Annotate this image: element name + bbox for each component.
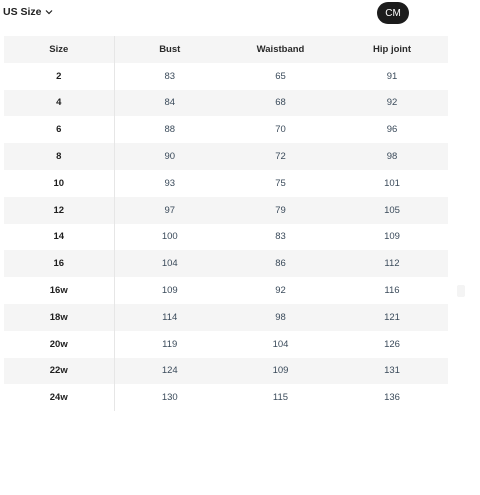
cell-bust: 88 (164, 124, 176, 136)
cell-hip-joint: 105 (384, 204, 400, 216)
cell-waistband: 83 (275, 231, 286, 243)
unit-toggle-label: CM (385, 7, 401, 19)
cell-bust: 84 (164, 97, 176, 109)
cell-waistband: 92 (275, 285, 286, 297)
cell-hip-joint: 98 (386, 151, 398, 163)
table-row (4, 116, 448, 143)
cell-waistband: 115 (272, 392, 289, 404)
size-system-label: US Size (3, 6, 42, 18)
column-header-size: Size (4, 36, 114, 63)
cell-waistband: 98 (275, 311, 286, 323)
cell-hip-joint: 116 (384, 285, 400, 297)
cell-hip-joint: 112 (384, 258, 400, 270)
cell-bust: 114 (162, 311, 178, 323)
table-row (4, 384, 448, 411)
size-system-dropdown[interactable] (3, 6, 53, 18)
size-table (4, 36, 448, 411)
table-row (4, 358, 448, 385)
column-header-bust: Bust (159, 43, 181, 55)
cell-size: 18w (4, 304, 114, 331)
cell-waistband: 65 (275, 70, 286, 82)
table-row (4, 197, 448, 224)
cell-waistband: 104 (272, 338, 289, 350)
cell-waistband: 79 (275, 204, 286, 216)
cell-size: 8 (4, 143, 114, 170)
table-row (4, 224, 448, 251)
cell-bust: 130 (161, 392, 178, 404)
cell-bust: 119 (162, 338, 178, 350)
cell-hip-joint: 136 (384, 392, 400, 404)
cell-size: 16 (4, 250, 114, 277)
cell-hip-joint: 109 (384, 231, 400, 243)
cell-bust: 100 (161, 231, 178, 243)
cell-size: 6 (4, 116, 114, 143)
cell-size: 20w (4, 331, 114, 358)
cell-size: 12 (4, 197, 114, 224)
cell-bust: 83 (164, 70, 176, 82)
chevron-down-icon (45, 9, 53, 15)
column-header-waistband: Waistband (256, 43, 305, 55)
cell-waistband: 86 (275, 258, 286, 270)
unit-toggle-cm[interactable] (377, 2, 409, 24)
cell-size: 4 (4, 90, 114, 117)
table-row (4, 331, 448, 358)
cell-hip-joint: 96 (386, 124, 398, 136)
cell-hip-joint: 126 (384, 338, 400, 350)
cell-bust: 97 (164, 204, 176, 216)
table-row (4, 277, 448, 304)
cell-waistband: 68 (275, 97, 286, 109)
table-header-row (4, 36, 448, 63)
cell-waistband: 72 (275, 151, 286, 163)
cell-hip-joint: 131 (384, 365, 400, 377)
scroll-edge-marker (457, 285, 465, 297)
cell-size: 2 (4, 63, 114, 90)
cell-waistband: 75 (275, 177, 286, 189)
column-header-hip-joint: Hip joint (373, 43, 411, 55)
table-body (4, 63, 448, 411)
table-row (4, 143, 448, 170)
table-row (4, 90, 448, 117)
cell-size: 10 (4, 170, 114, 197)
cell-bust: 93 (164, 177, 176, 189)
cell-bust: 90 (164, 151, 176, 163)
cell-bust: 104 (161, 258, 178, 270)
size-chart-toolbar (0, 0, 480, 30)
cell-size: 24w (4, 384, 114, 411)
cell-size: 22w (4, 358, 114, 385)
cell-waistband: 70 (275, 124, 286, 136)
table-row (4, 304, 448, 331)
cell-size: 16w (4, 277, 114, 304)
cell-hip-joint: 101 (384, 177, 400, 189)
cell-bust: 109 (161, 285, 178, 297)
table-row (4, 250, 448, 277)
cell-hip-joint: 121 (384, 311, 400, 323)
cell-bust: 124 (161, 365, 178, 377)
table-row (4, 63, 448, 90)
table-row (4, 170, 448, 197)
cell-size: 14 (4, 224, 114, 251)
cell-hip-joint: 92 (386, 97, 398, 109)
cell-waistband: 109 (272, 365, 289, 377)
cell-hip-joint: 91 (386, 70, 398, 82)
